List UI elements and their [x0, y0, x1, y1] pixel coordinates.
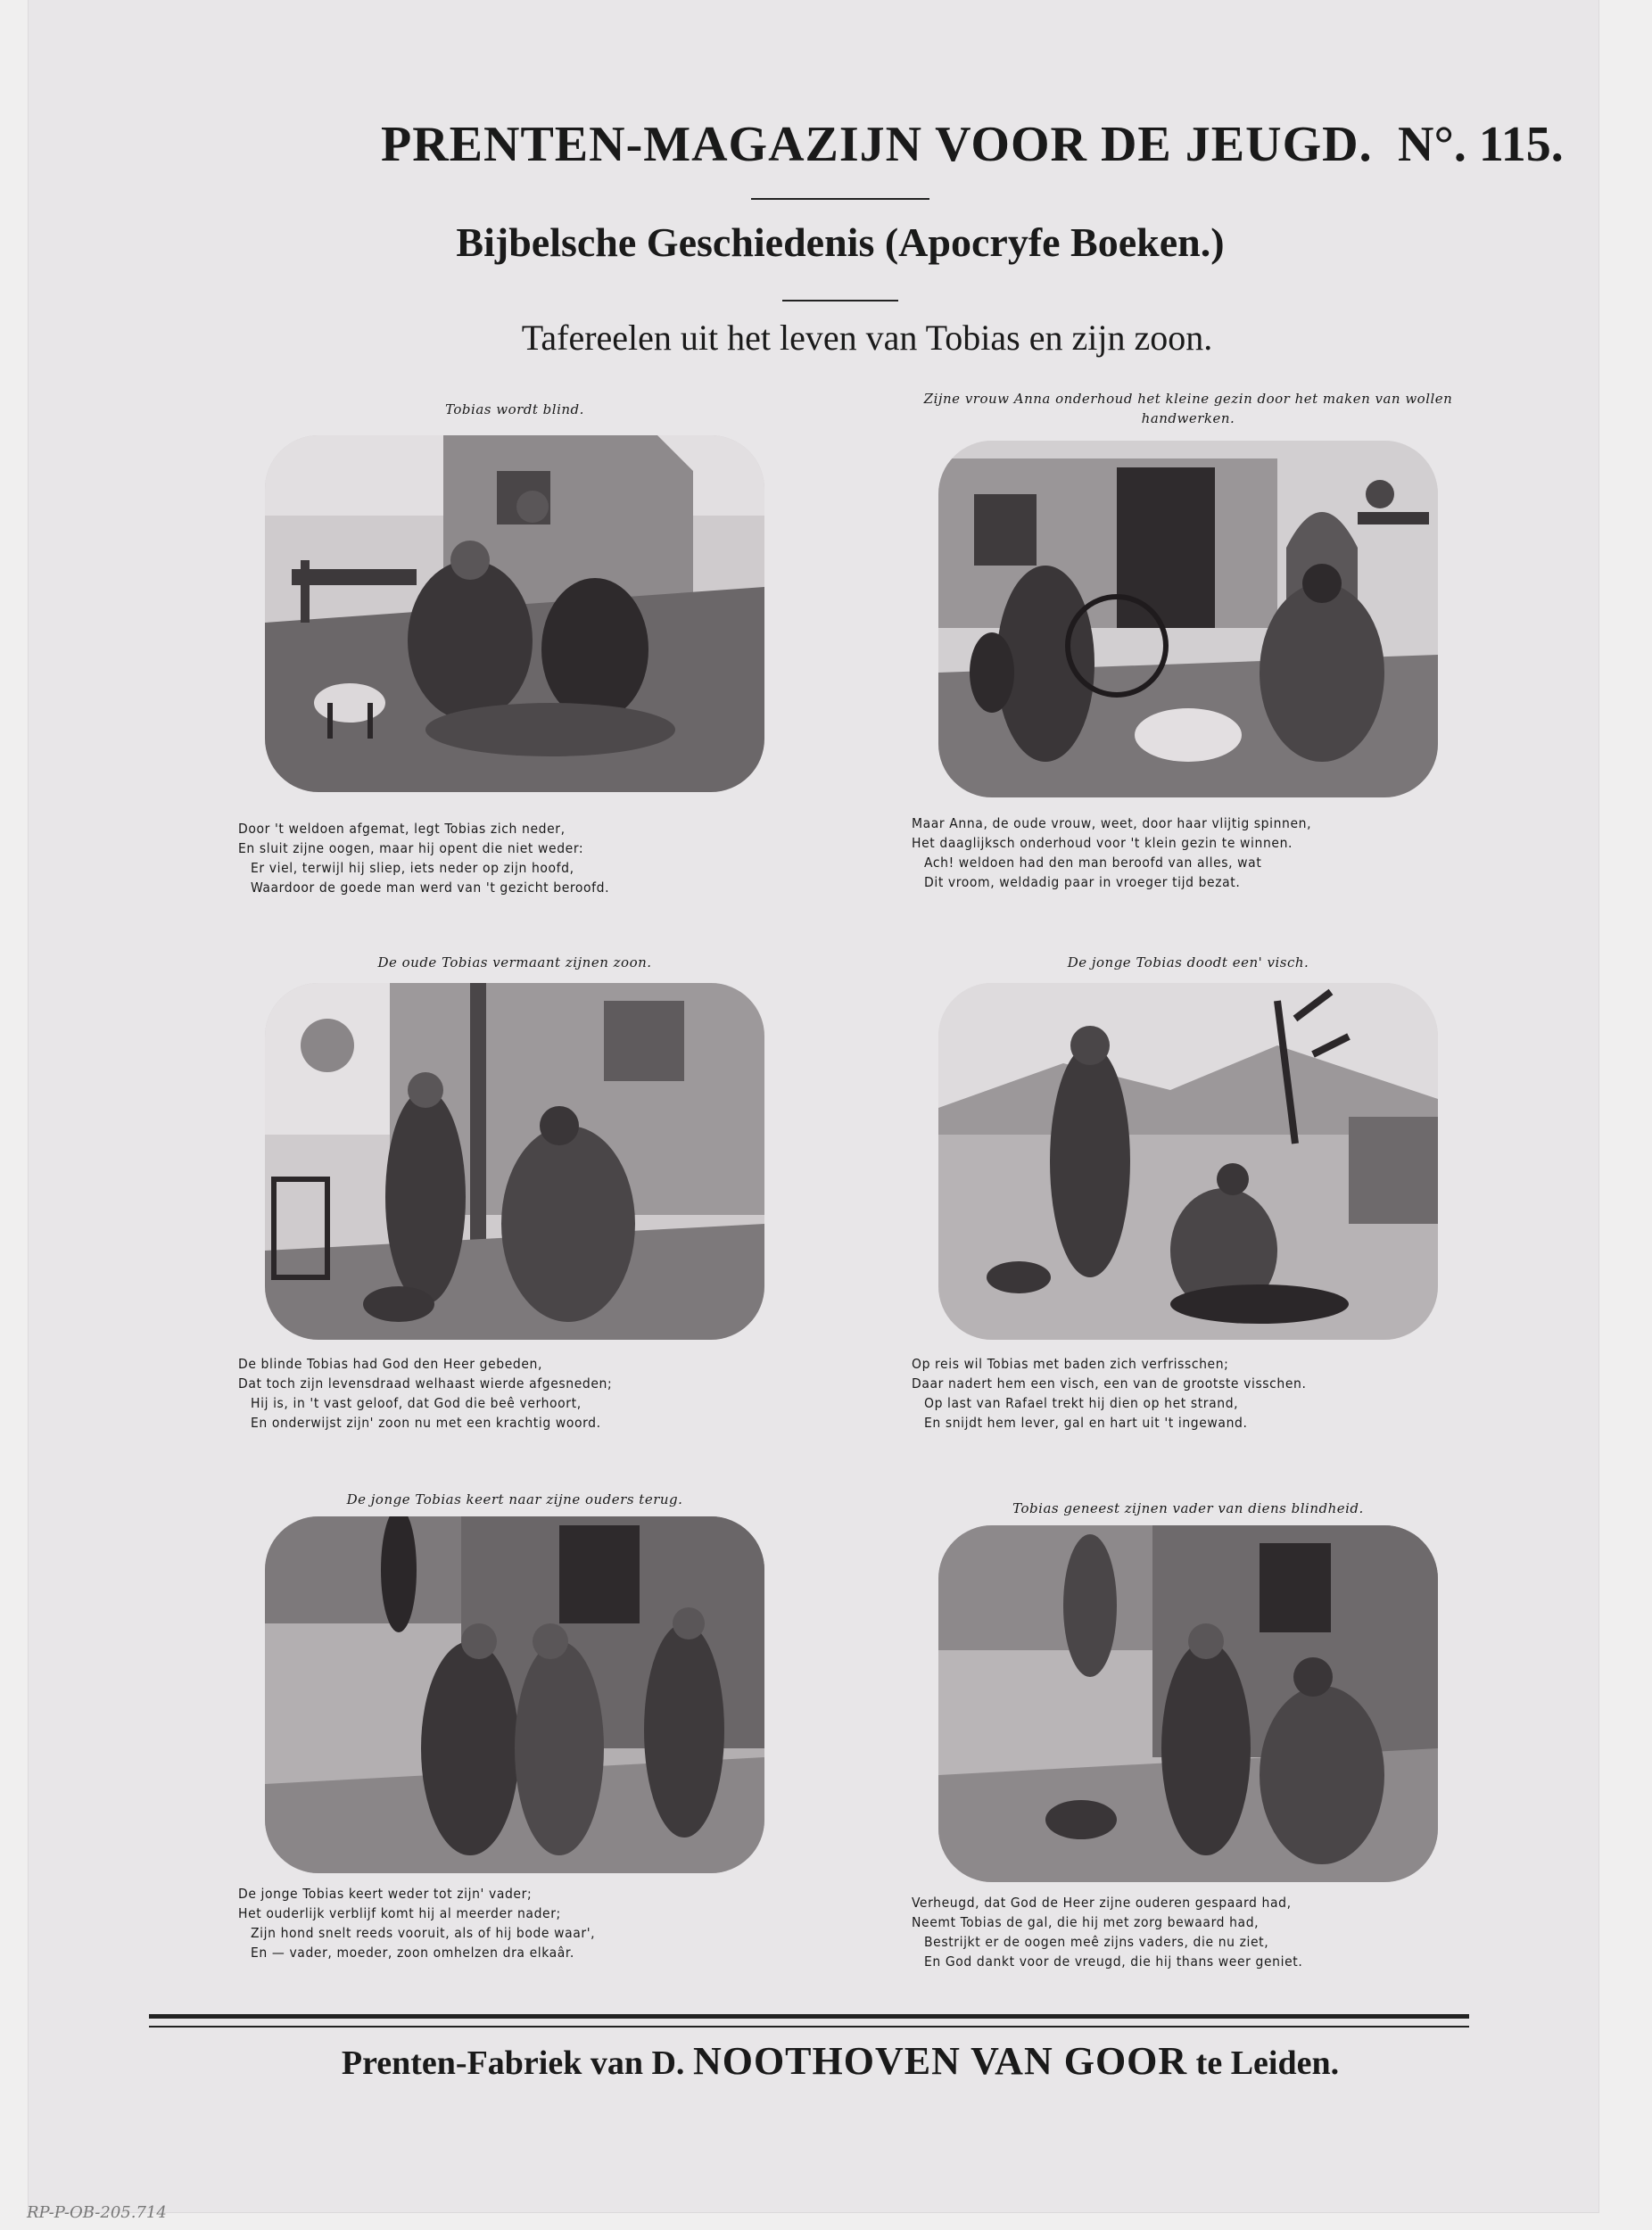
panel-3	[238, 953, 791, 1433]
verse-line: Zijn hond snelt reeds vooruit, als of hij bode waar',	[251, 1925, 596, 1941]
inventory-mark: RP-P-OB-205.714	[27, 2203, 167, 2222]
panel-verse	[912, 1354, 1465, 1433]
panel-caption: Tobias geneest zijnen vader van diens blindheid.	[1012, 1500, 1364, 1516]
panel-verse	[238, 1354, 791, 1433]
verse-line: Neemt Tobias de gal, die hij met zorg bewaard had,	[912, 1914, 1260, 1930]
panel-verse	[912, 1893, 1465, 1971]
verse-line: De jonge Tobias keert weder tot zijn' vader;	[238, 1886, 533, 1902]
verse-line: Dat toch zijn levensdraad welhaast wierde afgesneden;	[238, 1375, 613, 1392]
page-title: PRENTEN-MAGAZIJN VOOR DE JEUGD.	[381, 117, 1373, 172]
verse-line: Hij is, in 't vast geloof, dat God die beê verhoort,	[251, 1395, 582, 1411]
panel-caption: De jonge Tobias keert naar zijne ouders terug.	[346, 1491, 683, 1507]
panel-caption: Tobias wordt blind.	[445, 401, 584, 417]
verse-line: Bestrijkt er de oogen meê zijns vaders, die nu ziet,	[924, 1934, 1269, 1950]
subtitle-divider	[782, 300, 898, 301]
panel-caption: De jonge Tobias doodt een' visch.	[1067, 954, 1309, 970]
verse-line: Maar Anna, de oude vrouw, weet, door haar vlijtig spinnen,	[912, 815, 1312, 831]
verse-line: Dit vroom, weldadig paar in vroeger tijd bezat.	[924, 874, 1241, 890]
verse-line: Het ouderlijk verblijf komt hij al meerder nader;	[238, 1905, 561, 1921]
verse-line: Het daaglijksch onderhoud voor 't klein gezin te winnen.	[912, 835, 1293, 851]
verse-line: En onderwijst zijn' zoon nu met een krachtig woord.	[251, 1415, 601, 1431]
verse-line: Door 't weldoen afgemat, legt Tobias zich neder,	[238, 821, 566, 837]
engraving-return-home	[265, 1516, 764, 1873]
subtitle: Bijbelsche Geschiedenis (Apocryfe Boeken.)	[456, 219, 1225, 265]
panel-caption: De oude Tobias vermaant zijnen zoon.	[377, 954, 652, 970]
verse-line: Op reis wil Tobias met baden zich verfrisschen;	[912, 1356, 1229, 1372]
panel-2	[912, 389, 1465, 892]
verse-line: En sluit zijne oogen, maar hij opent die niet weder:	[238, 840, 584, 856]
publisher-name: NOOTHOVEN VAN GOOR	[692, 2039, 1188, 2083]
panel-6	[912, 1499, 1465, 1971]
panel-caption: Zijne vrouw Anna onderhoud het kleine gezin door het maken van wollen handwerken.	[923, 391, 1453, 426]
publisher-suffix: te Leiden.	[1195, 2044, 1340, 2082]
panel-verse	[912, 814, 1465, 892]
panel-verse	[238, 1884, 791, 1962]
tagline: Tafereelen uit het leven van Tobias en zijn zoon.	[521, 318, 1213, 358]
publisher-line	[29, 2038, 1598, 2084]
engraving-healing	[938, 1525, 1438, 1882]
publisher-prefix: Prenten-Fabriek van D.	[341, 2044, 685, 2082]
verse-line: Er viel, terwijl hij sliep, iets neder op zijn hoofd,	[251, 860, 574, 876]
footer-rule	[149, 2014, 1469, 2028]
verse-line: En God dankt voor de vreugd, die hij thans weer geniet.	[924, 1953, 1303, 1970]
engraving-blind-tobias	[265, 435, 764, 792]
engraving-admonishing-son	[265, 983, 764, 1340]
engraving-fish	[938, 983, 1438, 1340]
panel-5	[238, 1490, 791, 1962]
panel-1	[238, 400, 791, 897]
verse-line: En — vader, moeder, zoon omhelzen dra elkaâr.	[251, 1945, 574, 1961]
verse-line: En snijdt hem lever, gal en hart uit 't ingewand.	[924, 1415, 1248, 1431]
verse-line: De blinde Tobias had God den Heer gebeden,	[238, 1356, 543, 1372]
verse-line: Daar nadert hem een visch, een van de grootste visschen.	[912, 1375, 1307, 1392]
issue-number: N°. 115.	[1398, 117, 1564, 172]
verse-line: Op last van Rafael trekt hij dien op het strand,	[924, 1395, 1239, 1411]
verse-line: Waardoor de goede man werd van 't gezicht beroofd.	[251, 880, 610, 896]
panel-verse	[238, 819, 791, 897]
verse-line: Verheugd, dat God de Heer zijne ouderen gespaard had,	[912, 1895, 1292, 1911]
title-row	[29, 116, 1598, 187]
verse-line: Ach! weldoen had den man beroofd van alles, wat	[924, 855, 1262, 871]
engraving-anna-spinning	[938, 441, 1438, 797]
title-divider	[751, 198, 929, 200]
panel-4	[912, 953, 1465, 1433]
print-sheet	[29, 0, 1598, 2212]
